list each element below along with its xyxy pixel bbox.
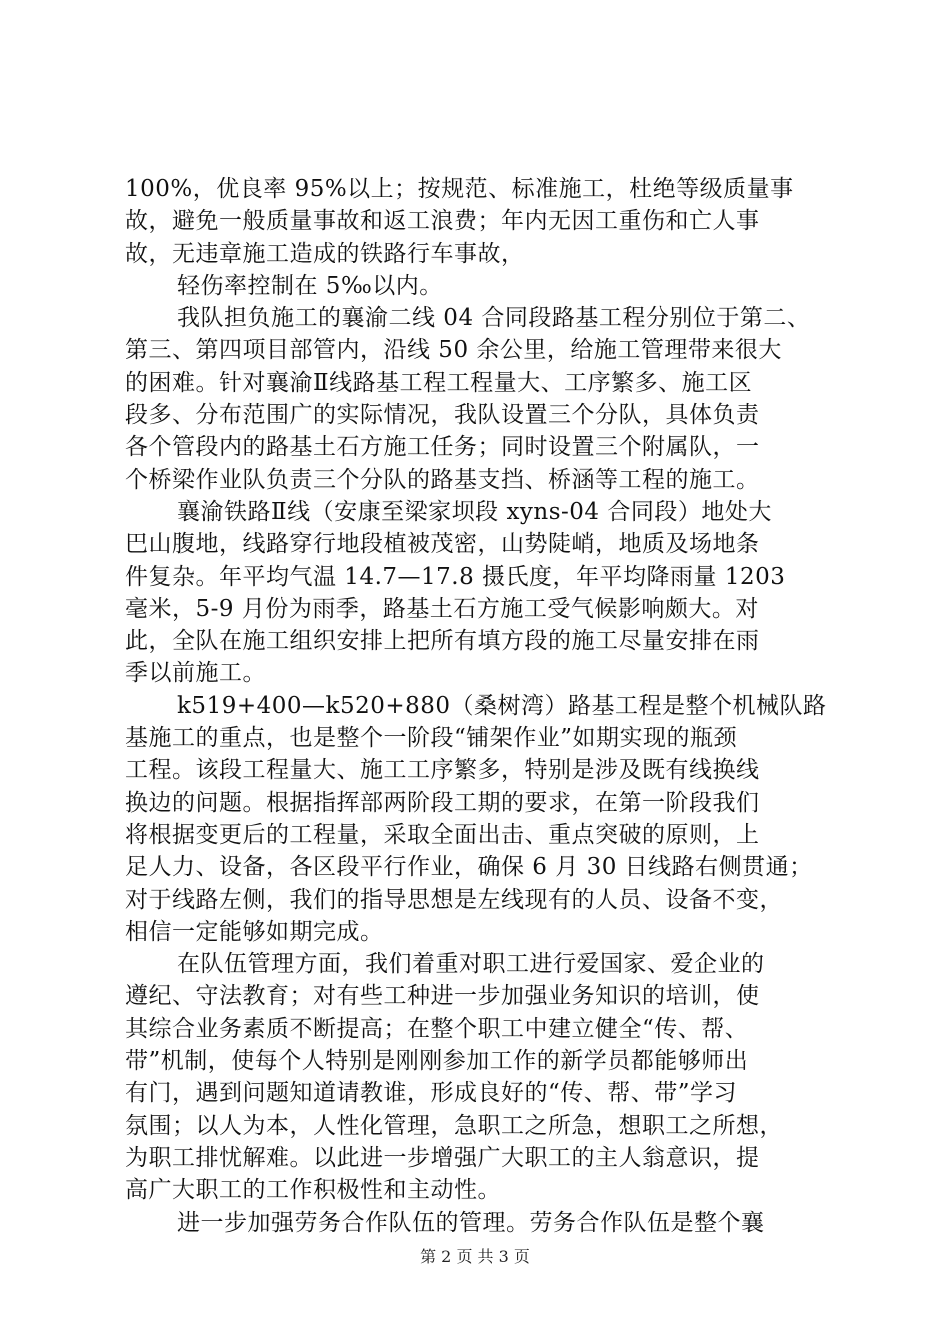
text-line: 为职工排忧解难。以此进一步增强广大职工的主人翁意识，提 — [125, 1144, 760, 1171]
text-line: 将根据变更后的工程量，采取全面出击、重点突破的原则，上 — [125, 821, 760, 848]
text-line: 毫米，5-9 月份为雨季，路基土石方施工受气候影响颇大。对 — [125, 595, 759, 622]
text-line: 件复杂。年平均气温 14.7—17.8 摄氏度，年平均降雨量 1203 — [125, 563, 786, 590]
text-line: 段多、分布范围广的实际情况，我队设置三个分队，具体负责 — [125, 402, 760, 429]
text-line: 季以前施工。 — [125, 660, 266, 687]
text-line: 氛围；以人为本，人性化管理，急职工之所急，想职工之所想， — [125, 1112, 783, 1139]
text-line: 带”机制，使每个人特别是刚刚参加工作的新学员都能够师出 — [125, 1048, 749, 1075]
text-line: 第三、第四项目部管内，沿线 50 余公里，给施工管理带来很大 — [125, 337, 782, 364]
text-line: 个桥梁作业队负责三个分队的路基支挡、桥涵等工程的施工。 — [125, 466, 760, 493]
text-line: 故，避免一般质量事故和返工浪费；年内无因工重伤和亡人事 — [125, 208, 760, 235]
text-line: 工程。该段工程量大、施工工序繁多，特别是涉及既有线换线 — [125, 757, 760, 784]
text-line: 我队担负施工的襄渝二线 04 合同段路基工程分别位于第二、 — [177, 305, 811, 332]
text-line: 进一步加强劳务合作队伍的管理。劳务合作队伍是整个襄 — [177, 1209, 765, 1236]
document-body — [125, 173, 840, 1239]
text-line: 相信一定能够如期完成。 — [125, 918, 384, 945]
text-line: 其综合业务素质不断提高；在整个职工中建立健全“传、帮、 — [125, 1015, 749, 1042]
text-line: 对于线路左侧，我们的指导思想是左线现有的人员、设备不变， — [125, 886, 783, 913]
text-line: 足人力、设备，各区段平行作业，确保 6 月 30 日线路右侧贯通； — [125, 854, 813, 881]
text-line: 遵纪、守法教育；对有些工种进一步加强业务知识的培训，使 — [125, 983, 760, 1010]
text-line: 有门，遇到问题知道请教谁，形成良好的“传、帮、带”学习 — [125, 1080, 738, 1107]
text-line: 巴山腹地，线路穿行地段植被茂密，山势陡峭，地质及场地条 — [125, 531, 760, 558]
text-line: 在队伍管理方面，我们着重对职工进行爱国家、爱企业的 — [177, 951, 765, 978]
text-line: 基施工的重点，也是整个一阶段“铺架作业”如期实现的瓶颈 — [125, 725, 738, 752]
text-line: k519+400—k520+880（桑树湾）路基工程是整个机械队路 — [177, 692, 827, 719]
text-line: 此，全队在施工组织安排上把所有填方段的施工尽量安排在雨 — [125, 628, 760, 655]
text-line: 高广大职工的工作积极性和主动性。 — [125, 1177, 501, 1204]
text-line: 100%，优良率 95%以上；按规范、标准施工，杜绝等级质量事 — [125, 176, 794, 202]
text-line: 各个管段内的路基土石方施工任务；同时设置三个附属队，一 — [125, 434, 760, 461]
page-footer: 第 2 页 共 3 页 — [420, 1247, 530, 1266]
text-line: 的困难。针对襄渝Ⅱ线路基工程工程量大、工序繁多、施工区 — [125, 369, 753, 396]
text-line: 轻伤率控制在 5‰以内。 — [177, 272, 443, 299]
text-line: 故，无违章施工造成的铁路行车事故， — [125, 240, 525, 267]
text-line: 襄渝铁路Ⅱ线（安康至梁家坝段 xyns-04 合同段）地处大 — [177, 498, 772, 525]
text-line: 换边的问题。根据指挥部两阶段工期的要求，在第一阶段我们 — [125, 789, 760, 816]
